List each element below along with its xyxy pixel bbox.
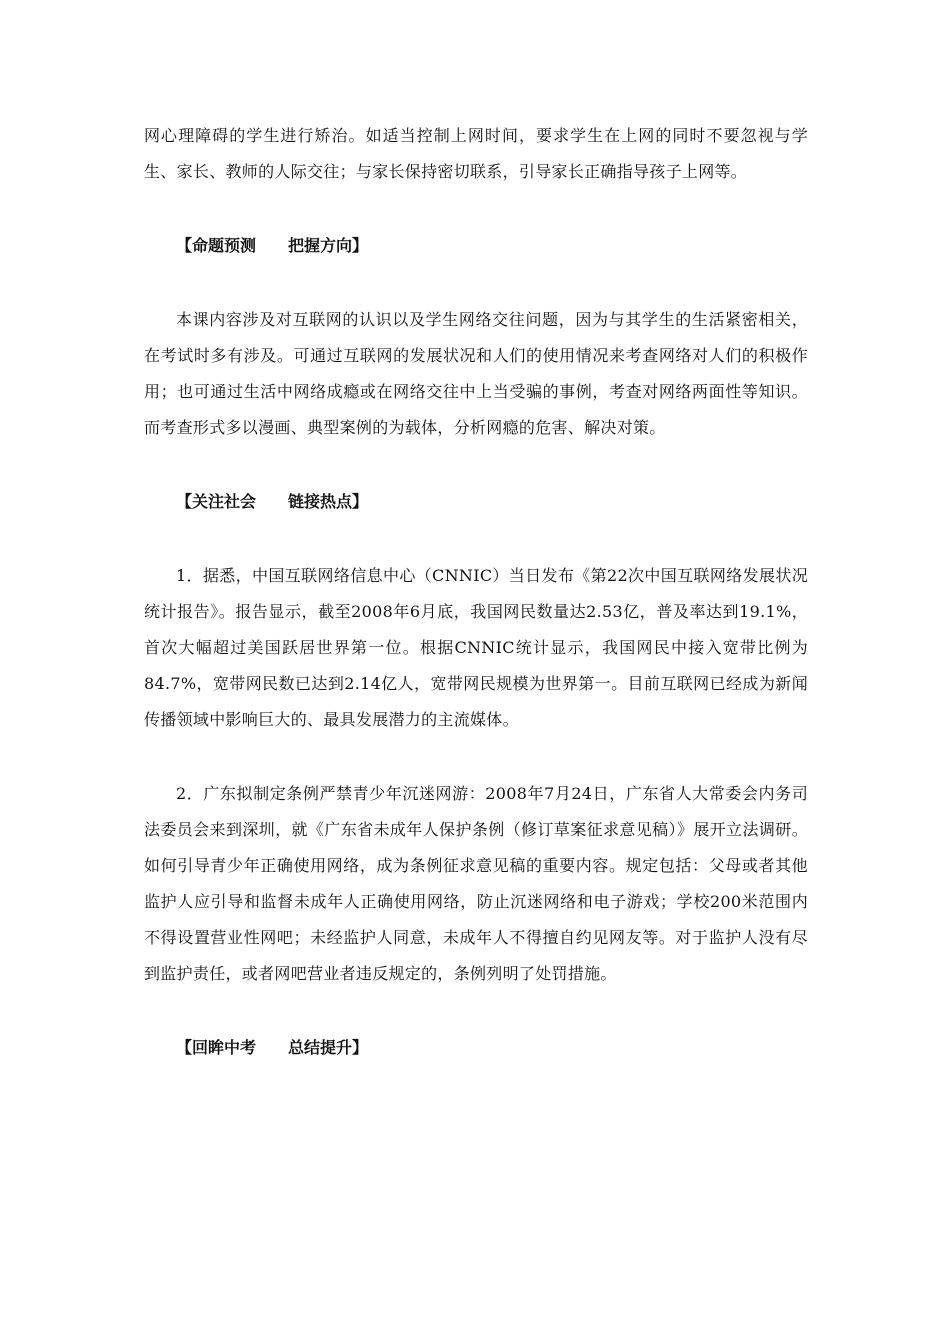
spacer xyxy=(144,520,808,558)
document-page xyxy=(144,118,808,1066)
spacer xyxy=(144,738,808,776)
spacer xyxy=(144,992,808,1030)
spacer xyxy=(144,190,808,228)
spacer xyxy=(144,446,808,484)
intro-paragraph: 网心理障碍的学生进行矫治。如适当控制上网时间，要求学生在上网的同时不要忽视与学生、家长、教师的人际交往；与家长保持密切联系，引导家长正确指导孩子上网等。 xyxy=(144,126,808,181)
prediction-paragraph: 本课内容涉及对互联网的认识以及学生网络交往问题，因为与其学生的生活紧密相关，在考试时多有涉及。可通过互联网的发展状况和人们的使用情况来考查网络对人们的积极作用；也可通过生活中网络成瘾或在网络交往中上当受骗的事例，考查对网络两面性等知识。而考查形式多以漫画、典型案例的为载体，分析网瘾的危害、解决对策。 xyxy=(144,310,808,437)
hotspot-paragraph-2: 2．广东拟制定条例严禁青少年沉迷网游：2008年7月24日，广东省人大常委会内务司法委员会来到深圳，就《广东省未成年人保护条例（修订草案征求意见稿）》展开立法调研。如何引导青少年正确使用网络，成为条例征求意见稿的重要内容。规定包括：父母或者其他监护人应引导和监督未成年人正确使用网络，防止沉迷网络和电子游戏；学校200米范围内不得设置营业性网吧；未经监护人同意，未成年人不得擅自约见网友等。对于监护人没有尽到监护责任，或者网吧营业者违反规定的，条例列明了处罚措施。 xyxy=(144,784,808,983)
heading-hotspot: 【关注社会 链接热点】 xyxy=(176,492,369,511)
heading-review: 【回眸中考 总结提升】 xyxy=(176,1038,369,1057)
hotspot-paragraph-1: 1．据悉，中国互联网络信息中心（CNNIC）当日发布《第22次中国互联网络发展状况统计报告》。报告显示，截至2008年6月底，我国网民数量达2.53亿，普及率达到19.1%，首次大幅超过美国跃居世界第一位。根据CNNIC统计显示，我国网民中接入宽带比例为84.7%，宽带网民数已达到2.14亿人，宽带网民规模为世界第一。目前互联网已经成为新闻传播领域中影响巨大的、最具发展潜力的主流媒体。 xyxy=(144,566,808,729)
heading-prediction: 【命题预测 把握方向】 xyxy=(176,236,369,255)
spacer xyxy=(144,264,808,302)
